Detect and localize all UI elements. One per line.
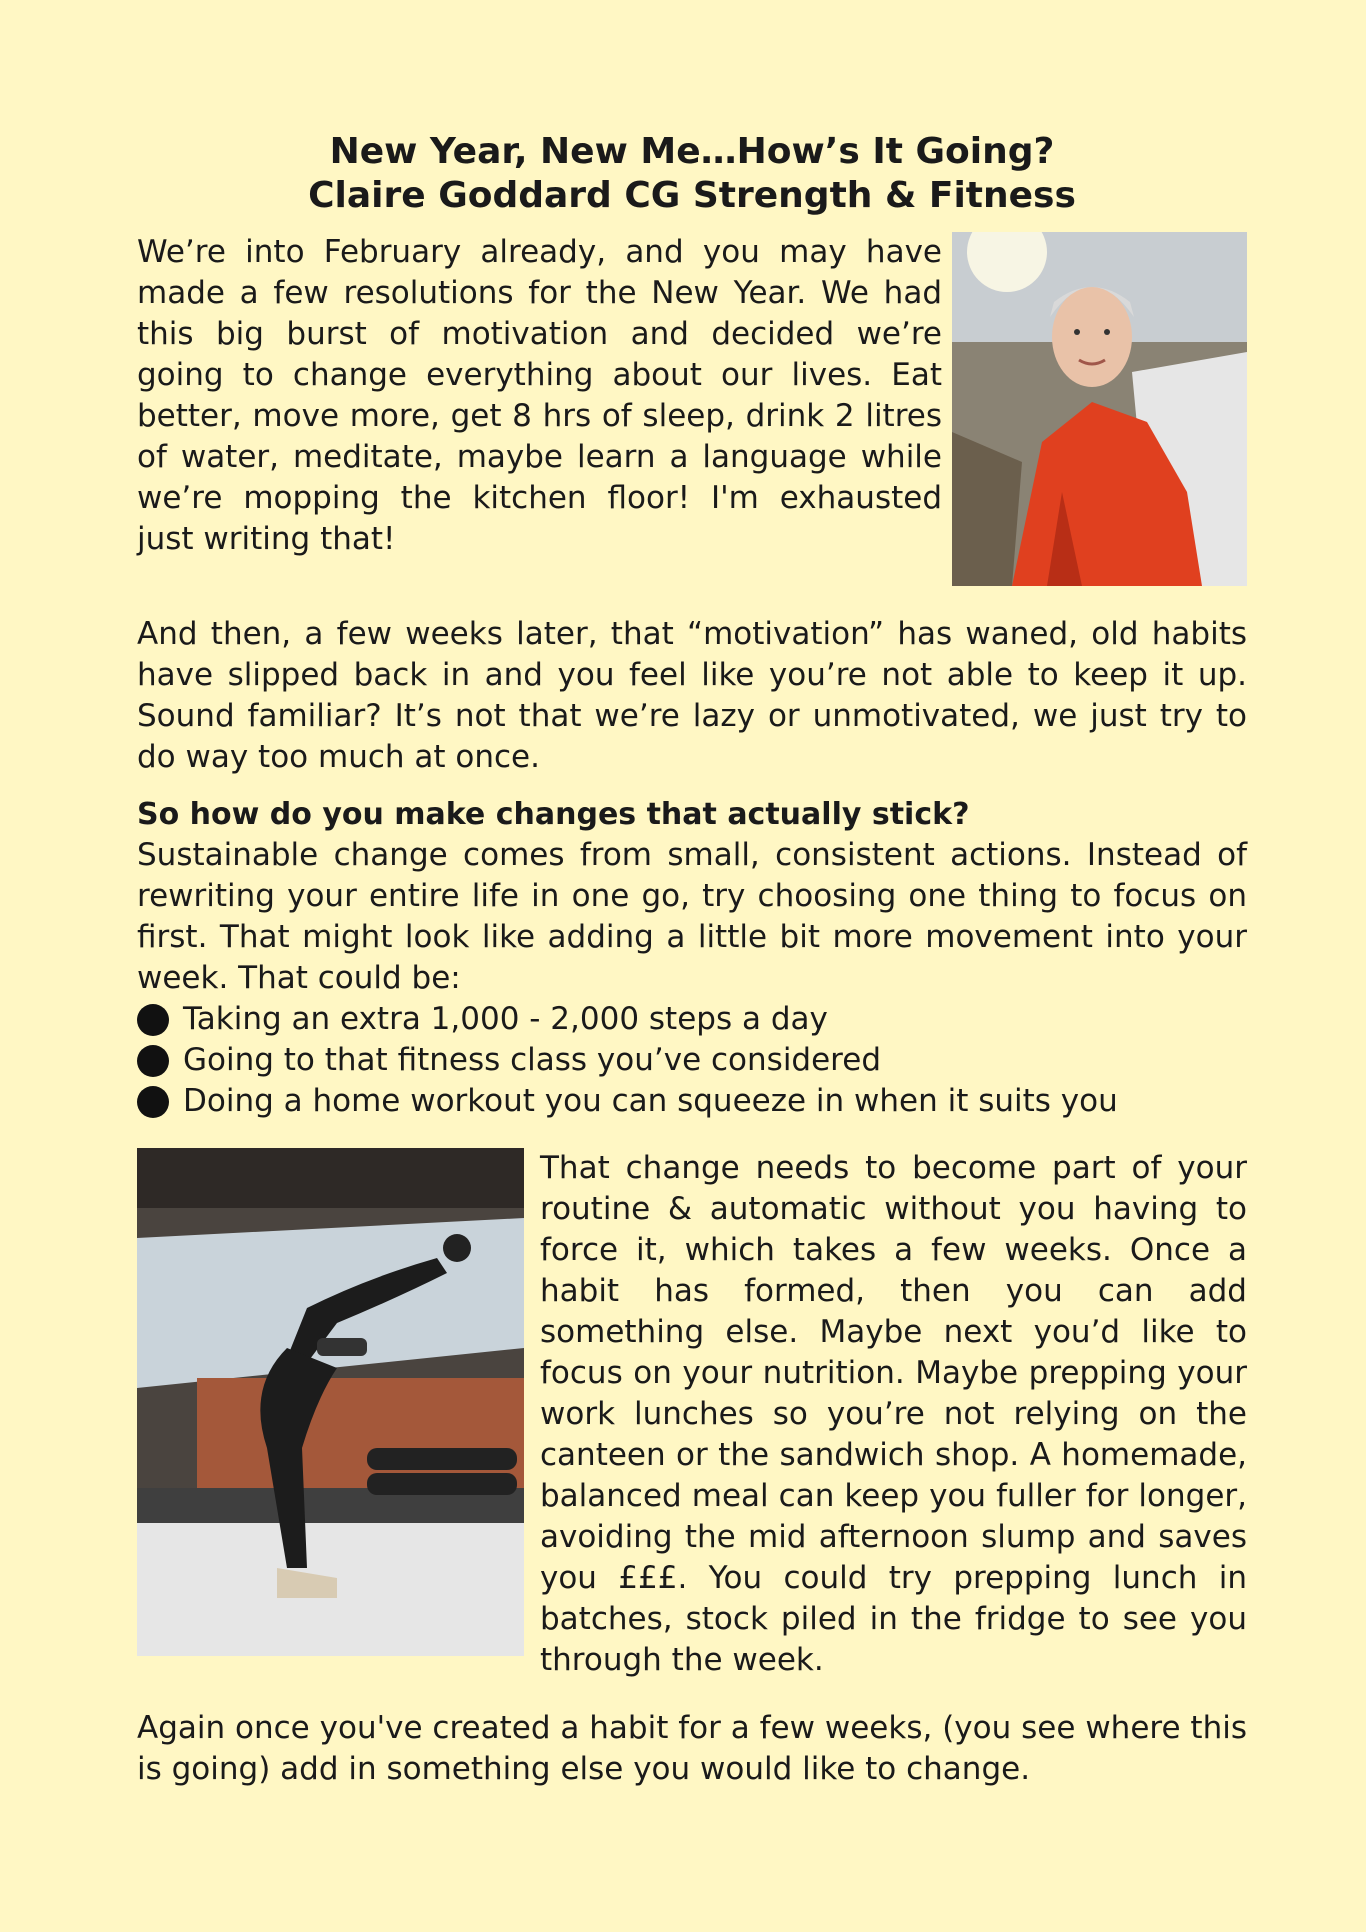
list-item: Taking an extra 1,000 - 2,000 steps a day bbox=[137, 999, 1247, 1040]
article bbox=[137, 130, 1247, 1787]
paragraph-motivation: And then, a few weeks later, that “motivation” has waned, old habits have slipped back in and you feel like you’re not able to keep it up. Sound familiar? It’s not that we’re lazy or unmotivated, we just try to do way too much at once. bbox=[137, 616, 1247, 775]
habit-section bbox=[137, 1148, 1247, 1787]
workout-photo bbox=[137, 1148, 524, 1656]
list-item: Going to that fitness class you’ve considered bbox=[137, 1040, 1247, 1081]
bullet-icon bbox=[137, 1086, 169, 1118]
intro-paragraph: We’re into February already, and you may have made a few resolutions for the New Year. We had this big burst of motivation and decided we’re going to change everything about our lives. Eat better, move more, get 8 hrs of sleep, drink 2 litres of water, meditate, maybe learn a language while we’re mopping the kitchen floor! I'm exhausted just writing that! bbox=[137, 234, 942, 557]
selfie-photo bbox=[952, 232, 1247, 586]
title-line-1: New Year, New Me…How’s It Going? bbox=[329, 131, 1055, 172]
paragraph-closing: Again once you've created a habit for a few weeks, (you see where this is going) add in something else you would like to change. bbox=[137, 1710, 1247, 1787]
article-title bbox=[137, 130, 1247, 218]
paragraph-sustainable-change: Sustainable change comes from small, consistent actions. Instead of rewriting your entire life in one go, try choosing one thing to focus on first. That might look like adding a little bit more movement into your week. That could be: bbox=[137, 837, 1247, 996]
selfie-photo-illustration bbox=[952, 232, 1247, 586]
subheading: So how do you make changes that actually stick? bbox=[137, 797, 970, 832]
list-item: Doing a home workout you can squeeze in when it suits you bbox=[137, 1081, 1247, 1122]
bullet-icon bbox=[137, 1004, 169, 1036]
bullet-list bbox=[137, 999, 1247, 1122]
paragraph-habit-routine: That change needs to become part of your routine & automatic without you having to force it, which takes a few weeks. Once a habit has formed, then you can add something else. Maybe next you’d like to focus on your nutrition. Maybe prepping your work lunches so you’re not relying on the canteen or the sandwich shop. A homemade, balanced meal can keep you fuller for longer, avoiding the mid afternoon slump and saves you £££. You could try prepping lunch in batches, stock piled in the fridge to see you through the week. bbox=[540, 1150, 1247, 1678]
intro-section bbox=[137, 232, 1247, 588]
workout-photo-illustration bbox=[137, 1148, 524, 1656]
bullet-icon bbox=[137, 1045, 169, 1077]
title-line-2: Claire Goddard CG Strength & Fitness bbox=[308, 175, 1076, 216]
